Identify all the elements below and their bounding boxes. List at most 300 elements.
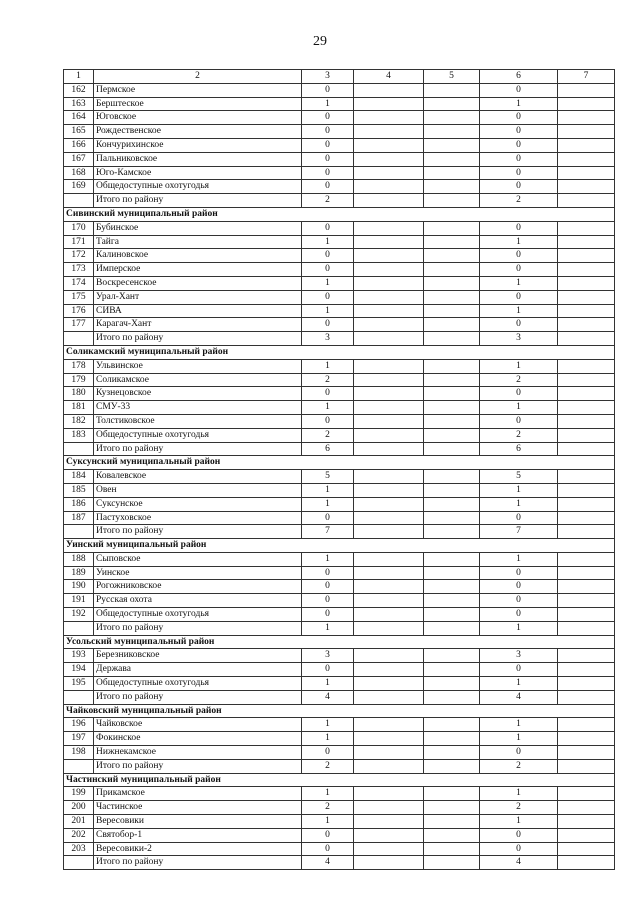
- cell-col6: 3: [480, 649, 558, 663]
- row-number: 178: [64, 359, 94, 373]
- cell-col3: 0: [302, 828, 354, 842]
- cell-col7: [558, 746, 615, 760]
- cell-col3: 0: [302, 221, 354, 235]
- row-name: Держава: [94, 663, 302, 677]
- cell-col5: [424, 497, 480, 511]
- cell-col7: [558, 263, 615, 277]
- row-number: 203: [64, 842, 94, 856]
- cell-col7: [558, 359, 615, 373]
- cell-col4: [354, 842, 424, 856]
- row-name: Итого по району: [94, 194, 302, 208]
- cell-col3: 0: [302, 263, 354, 277]
- cell-col7: [558, 290, 615, 304]
- section-title: Частинский муниципальный район: [64, 773, 615, 787]
- cell-col4: [354, 580, 424, 594]
- row-name: Итого по району: [94, 525, 302, 539]
- row-number: [64, 856, 94, 870]
- cell-col5: [424, 511, 480, 525]
- row-number: 186: [64, 497, 94, 511]
- cell-col6: 1: [480, 677, 558, 691]
- cell-col7: [558, 718, 615, 732]
- cell-col3: 0: [302, 318, 354, 332]
- cell-col3: 0: [302, 83, 354, 97]
- row-number: 170: [64, 221, 94, 235]
- cell-col4: [354, 677, 424, 691]
- row-name: Рогожниковское: [94, 580, 302, 594]
- cell-col7: [558, 318, 615, 332]
- cell-col5: [424, 621, 480, 635]
- row-number: 197: [64, 732, 94, 746]
- table-row: [64, 442, 615, 456]
- cell-col7: [558, 787, 615, 801]
- cell-col6: 0: [480, 290, 558, 304]
- cell-col7: [558, 663, 615, 677]
- row-number: 173: [64, 263, 94, 277]
- cell-col5: [424, 759, 480, 773]
- table-row: [64, 746, 615, 760]
- cell-col3: 1: [302, 276, 354, 290]
- cell-col7: [558, 511, 615, 525]
- row-name: Рождественское: [94, 125, 302, 139]
- cell-col5: [424, 373, 480, 387]
- cell-col5: [424, 304, 480, 318]
- row-number: 201: [64, 815, 94, 829]
- row-name: Русская охота: [94, 594, 302, 608]
- cell-col6: 1: [480, 787, 558, 801]
- cell-col7: [558, 276, 615, 290]
- table-row: [64, 718, 615, 732]
- row-number: 181: [64, 401, 94, 415]
- cell-col4: [354, 746, 424, 760]
- row-name: Толстиковское: [94, 414, 302, 428]
- table-row: [64, 359, 615, 373]
- row-number: 195: [64, 677, 94, 691]
- cell-col5: [424, 332, 480, 346]
- cell-col5: [424, 801, 480, 815]
- row-number: 175: [64, 290, 94, 304]
- row-name: Уинское: [94, 566, 302, 580]
- cell-col6: 2: [480, 801, 558, 815]
- cell-col5: [424, 649, 480, 663]
- cell-col3: 2: [302, 428, 354, 442]
- cell-col6: 0: [480, 663, 558, 677]
- cell-col6: 0: [480, 414, 558, 428]
- cell-col6: 0: [480, 580, 558, 594]
- cell-col3: 0: [302, 387, 354, 401]
- cell-col6: 1: [480, 97, 558, 111]
- cell-col6: 1: [480, 235, 558, 249]
- table-row: [64, 815, 615, 829]
- table-row: [64, 249, 615, 263]
- row-name: Общедоступные охотугодья: [94, 428, 302, 442]
- cell-col4: [354, 511, 424, 525]
- cell-col5: [424, 608, 480, 622]
- cell-col7: [558, 111, 615, 125]
- cell-col7: [558, 387, 615, 401]
- cell-col4: [354, 442, 424, 456]
- cell-col3: 1: [302, 304, 354, 318]
- row-name: Итого по району: [94, 621, 302, 635]
- row-number: 190: [64, 580, 94, 594]
- cell-col3: 4: [302, 856, 354, 870]
- row-number: 177: [64, 318, 94, 332]
- cell-col3: 0: [302, 249, 354, 263]
- cell-col5: [424, 483, 480, 497]
- cell-col6: 1: [480, 732, 558, 746]
- cell-col7: [558, 690, 615, 704]
- cell-col7: [558, 594, 615, 608]
- row-number: [64, 759, 94, 773]
- row-number: 174: [64, 276, 94, 290]
- cell-col5: [424, 525, 480, 539]
- table-row: [64, 677, 615, 691]
- table-row: [64, 235, 615, 249]
- row-number: 179: [64, 373, 94, 387]
- row-number: 184: [64, 470, 94, 484]
- section-row: [64, 773, 615, 787]
- row-name: Кончурихинское: [94, 138, 302, 152]
- col-header: 7: [558, 70, 615, 84]
- cell-col6: 2: [480, 759, 558, 773]
- cell-col5: [424, 732, 480, 746]
- cell-col6: 1: [480, 621, 558, 635]
- cell-col6: 7: [480, 525, 558, 539]
- table-row: [64, 428, 615, 442]
- cell-col7: [558, 138, 615, 152]
- row-name: Юговское: [94, 111, 302, 125]
- row-number: 191: [64, 594, 94, 608]
- cell-col3: 1: [302, 401, 354, 415]
- cell-col5: [424, 263, 480, 277]
- cell-col4: [354, 387, 424, 401]
- section-title: Уинский муниципальный район: [64, 539, 615, 553]
- cell-col4: [354, 194, 424, 208]
- table-row: [64, 125, 615, 139]
- cell-col6: 1: [480, 304, 558, 318]
- table-body: [64, 70, 615, 870]
- cell-col6: 0: [480, 566, 558, 580]
- cell-col7: [558, 332, 615, 346]
- cell-col6: 1: [480, 552, 558, 566]
- cell-col6: 0: [480, 318, 558, 332]
- cell-col3: 0: [302, 125, 354, 139]
- cell-col5: [424, 566, 480, 580]
- cell-col4: [354, 263, 424, 277]
- cell-col3: 1: [302, 677, 354, 691]
- row-name: Карагач-Хант: [94, 318, 302, 332]
- cell-col3: 0: [302, 594, 354, 608]
- cell-col6: 0: [480, 828, 558, 842]
- col-header: 2: [94, 70, 302, 84]
- cell-col7: [558, 414, 615, 428]
- cell-col6: 0: [480, 746, 558, 760]
- table-row: [64, 401, 615, 415]
- cell-col3: 1: [302, 497, 354, 511]
- cell-col7: [558, 649, 615, 663]
- section-title: Суксунский муниципальный район: [64, 456, 615, 470]
- row-name: Итого по району: [94, 856, 302, 870]
- row-number: 176: [64, 304, 94, 318]
- cell-col3: 1: [302, 718, 354, 732]
- cell-col6: 0: [480, 608, 558, 622]
- cell-col6: 0: [480, 842, 558, 856]
- cell-col5: [424, 152, 480, 166]
- row-number: 164: [64, 111, 94, 125]
- row-name: Тайга: [94, 235, 302, 249]
- cell-col5: [424, 842, 480, 856]
- cell-col3: 0: [302, 580, 354, 594]
- cell-col7: [558, 180, 615, 194]
- cell-col5: [424, 856, 480, 870]
- cell-col4: [354, 428, 424, 442]
- cell-col4: [354, 290, 424, 304]
- cell-col6: 0: [480, 180, 558, 194]
- cell-col3: 0: [302, 414, 354, 428]
- cell-col6: 0: [480, 125, 558, 139]
- cell-col6: 0: [480, 594, 558, 608]
- cell-col4: [354, 125, 424, 139]
- cell-col6: 0: [480, 138, 558, 152]
- row-name: Калиновское: [94, 249, 302, 263]
- cell-col4: [354, 373, 424, 387]
- col-header: 5: [424, 70, 480, 84]
- section-row: [64, 635, 615, 649]
- cell-col3: 6: [302, 442, 354, 456]
- cell-col3: 2: [302, 801, 354, 815]
- row-number: 189: [64, 566, 94, 580]
- cell-col6: 4: [480, 690, 558, 704]
- cell-col5: [424, 180, 480, 194]
- data-table: [63, 69, 615, 870]
- cell-col7: [558, 166, 615, 180]
- cell-col4: [354, 221, 424, 235]
- table-row: [64, 497, 615, 511]
- table-row: [64, 511, 615, 525]
- table-row: [64, 801, 615, 815]
- row-name: Прикамское: [94, 787, 302, 801]
- row-number: 192: [64, 608, 94, 622]
- cell-col5: [424, 138, 480, 152]
- row-name: Урал-Хант: [94, 290, 302, 304]
- cell-col4: [354, 235, 424, 249]
- cell-col6: 0: [480, 166, 558, 180]
- cell-col6: 1: [480, 815, 558, 829]
- row-number: 180: [64, 387, 94, 401]
- cell-col7: [558, 221, 615, 235]
- cell-col3: 1: [302, 359, 354, 373]
- cell-col4: [354, 621, 424, 635]
- row-number: 196: [64, 718, 94, 732]
- cell-col6: 6: [480, 442, 558, 456]
- table-row: [64, 525, 615, 539]
- cell-col7: [558, 525, 615, 539]
- row-name: Итого по району: [94, 690, 302, 704]
- row-name: Фокинское: [94, 732, 302, 746]
- table-row: [64, 414, 615, 428]
- col-header: 1: [64, 70, 94, 84]
- cell-col5: [424, 387, 480, 401]
- cell-col6: 0: [480, 152, 558, 166]
- cell-col6: 1: [480, 276, 558, 290]
- cell-col6: 1: [480, 359, 558, 373]
- row-name: Общедоступные охотугодья: [94, 180, 302, 194]
- cell-col6: 2: [480, 373, 558, 387]
- table-row: [64, 97, 615, 111]
- section-row: [64, 456, 615, 470]
- cell-col5: [424, 249, 480, 263]
- table-row: [64, 566, 615, 580]
- page-number: 29: [313, 34, 327, 49]
- cell-col6: 3: [480, 332, 558, 346]
- cell-col7: [558, 732, 615, 746]
- cell-col5: [424, 111, 480, 125]
- row-name: Пастуховское: [94, 511, 302, 525]
- cell-col4: [354, 608, 424, 622]
- cell-col3: 0: [302, 111, 354, 125]
- section-row: [64, 539, 615, 553]
- cell-col4: [354, 318, 424, 332]
- row-number: 202: [64, 828, 94, 842]
- cell-col3: 2: [302, 194, 354, 208]
- table-row: [64, 276, 615, 290]
- row-name: Нижнекамское: [94, 746, 302, 760]
- cell-col3: 4: [302, 690, 354, 704]
- cell-col3: 1: [302, 483, 354, 497]
- cell-col7: [558, 621, 615, 635]
- row-name: Суксунское: [94, 497, 302, 511]
- cell-col3: 2: [302, 759, 354, 773]
- table-row: [64, 111, 615, 125]
- cell-col3: 7: [302, 525, 354, 539]
- cell-col5: [424, 194, 480, 208]
- row-number: 166: [64, 138, 94, 152]
- row-number: 182: [64, 414, 94, 428]
- cell-col3: 0: [302, 290, 354, 304]
- row-name: Итого по району: [94, 759, 302, 773]
- cell-col7: [558, 125, 615, 139]
- row-number: 199: [64, 787, 94, 801]
- cell-col4: [354, 759, 424, 773]
- col-header: 4: [354, 70, 424, 84]
- cell-col4: [354, 828, 424, 842]
- cell-col3: 0: [302, 566, 354, 580]
- cell-col3: 3: [302, 649, 354, 663]
- cell-col4: [354, 276, 424, 290]
- cell-col3: 0: [302, 152, 354, 166]
- cell-col7: [558, 83, 615, 97]
- cell-col3: 0: [302, 842, 354, 856]
- cell-col4: [354, 249, 424, 263]
- cell-col4: [354, 470, 424, 484]
- section-row: [64, 704, 615, 718]
- cell-col7: [558, 552, 615, 566]
- cell-col5: [424, 746, 480, 760]
- row-number: [64, 194, 94, 208]
- row-number: [64, 442, 94, 456]
- cell-col4: [354, 497, 424, 511]
- table-row: [64, 842, 615, 856]
- cell-col5: [424, 97, 480, 111]
- cell-col7: [558, 194, 615, 208]
- cell-col4: [354, 401, 424, 415]
- table-row: [64, 318, 615, 332]
- row-name: Соликамское: [94, 373, 302, 387]
- cell-col4: [354, 787, 424, 801]
- table-row: [64, 580, 615, 594]
- cell-col5: [424, 276, 480, 290]
- cell-col7: [558, 497, 615, 511]
- cell-col7: [558, 608, 615, 622]
- row-number: 193: [64, 649, 94, 663]
- table-row: [64, 180, 615, 194]
- table-row: [64, 152, 615, 166]
- cell-col4: [354, 332, 424, 346]
- cell-col6: 2: [480, 428, 558, 442]
- cell-col6: 0: [480, 511, 558, 525]
- cell-col3: 0: [302, 608, 354, 622]
- cell-col6: 4: [480, 856, 558, 870]
- table-row: [64, 304, 615, 318]
- table-row: [64, 387, 615, 401]
- table-row: [64, 373, 615, 387]
- row-number: 162: [64, 83, 94, 97]
- row-name: Итого по району: [94, 332, 302, 346]
- row-name: Сыповское: [94, 552, 302, 566]
- cell-col6: 1: [480, 497, 558, 511]
- cell-col5: [424, 552, 480, 566]
- row-number: 169: [64, 180, 94, 194]
- cell-col7: [558, 815, 615, 829]
- cell-col4: [354, 138, 424, 152]
- cell-col5: [424, 318, 480, 332]
- cell-col5: [424, 690, 480, 704]
- cell-col4: [354, 815, 424, 829]
- cell-col7: [558, 856, 615, 870]
- row-number: 163: [64, 97, 94, 111]
- row-name: Воскресенское: [94, 276, 302, 290]
- row-name: Пермское: [94, 83, 302, 97]
- row-name: Общедоступные охотугодья: [94, 677, 302, 691]
- row-name: СМУ-33: [94, 401, 302, 415]
- cell-col5: [424, 359, 480, 373]
- table-row: [64, 290, 615, 304]
- row-name: Имперское: [94, 263, 302, 277]
- cell-col4: [354, 718, 424, 732]
- row-name: Березниковское: [94, 649, 302, 663]
- table-row: [64, 787, 615, 801]
- cell-col4: [354, 152, 424, 166]
- table-row: [64, 828, 615, 842]
- cell-col3: 0: [302, 511, 354, 525]
- row-number: 198: [64, 746, 94, 760]
- cell-col7: [558, 566, 615, 580]
- cell-col3: 2: [302, 373, 354, 387]
- cell-col3: 1: [302, 815, 354, 829]
- table-row: [64, 690, 615, 704]
- row-name: Частинское: [94, 801, 302, 815]
- row-name: Итого по району: [94, 442, 302, 456]
- cell-col3: 0: [302, 166, 354, 180]
- table-row: [64, 759, 615, 773]
- row-name: Овен: [94, 483, 302, 497]
- cell-col6: 0: [480, 221, 558, 235]
- row-name: Бубинское: [94, 221, 302, 235]
- row-number: [64, 621, 94, 635]
- row-name: Берштеское: [94, 97, 302, 111]
- cell-col6: 1: [480, 401, 558, 415]
- section-row: [64, 207, 615, 221]
- cell-col5: [424, 125, 480, 139]
